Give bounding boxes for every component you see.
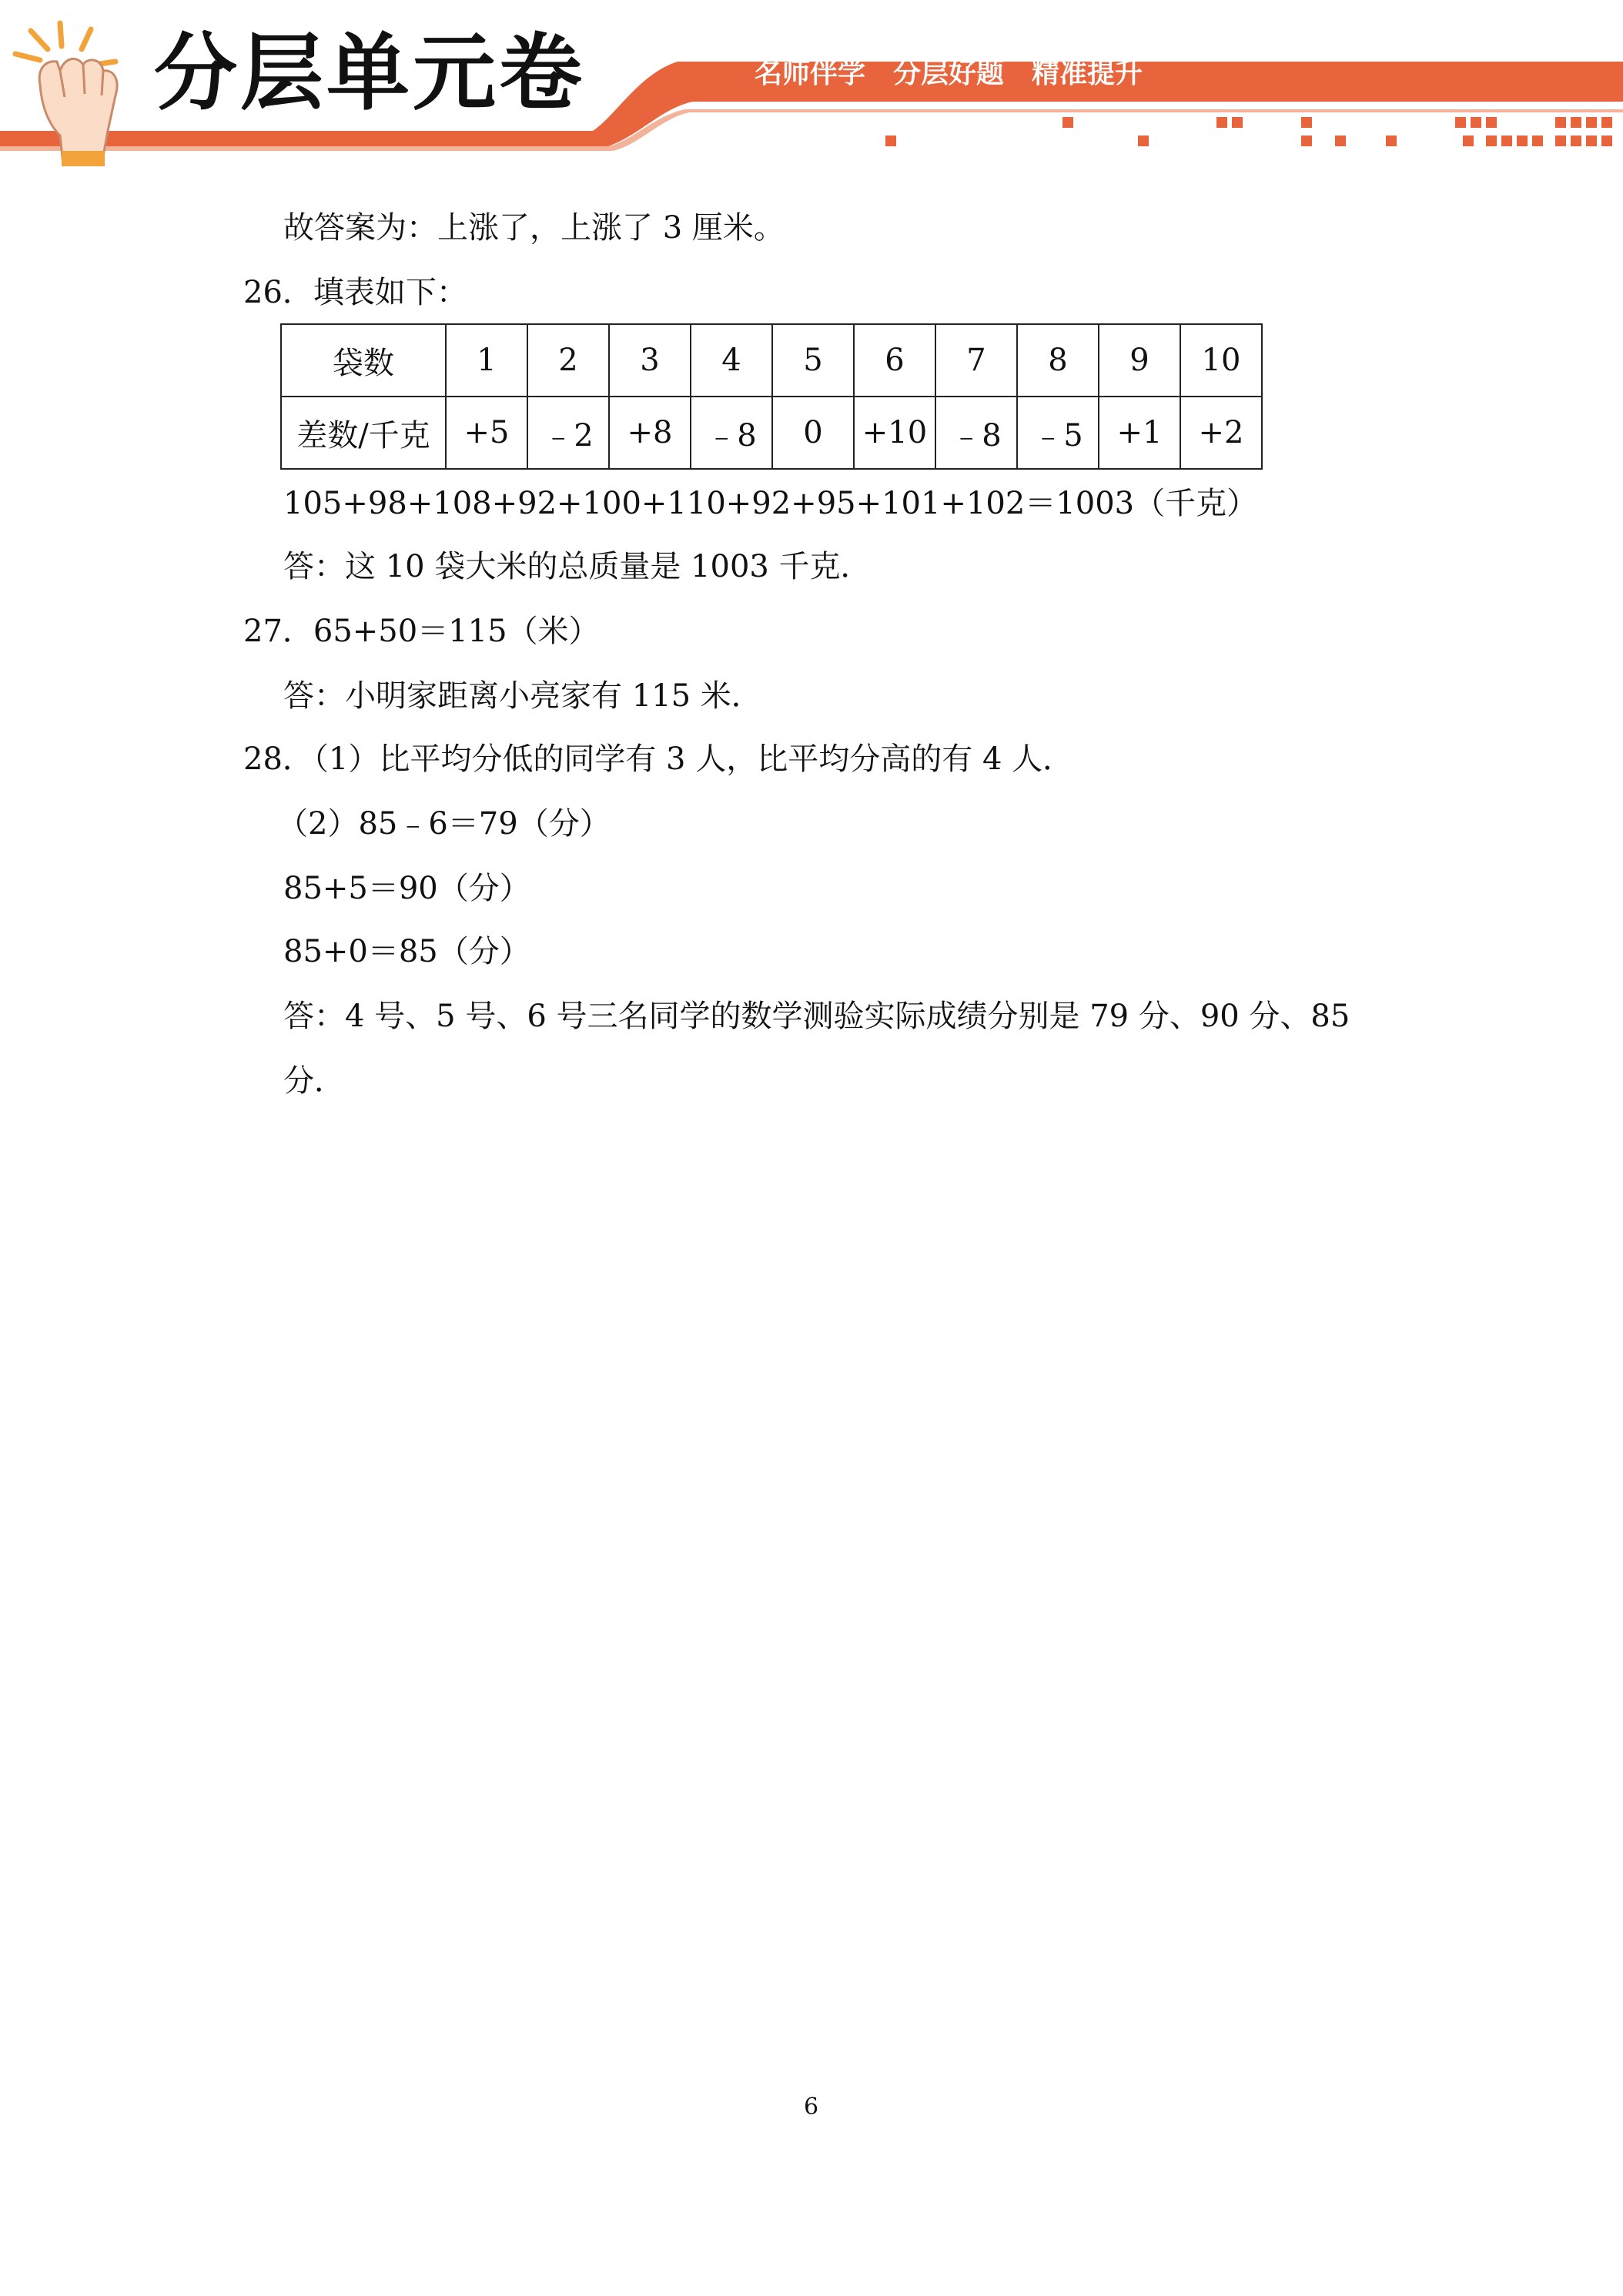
table-cell: ﹣2: [527, 397, 609, 469]
slogan-1: 名师伴学: [755, 58, 866, 89]
question-27-calculation: 27．65+50＝115（米）: [243, 614, 600, 649]
page-number: 6: [804, 2094, 819, 2120]
table-cell: 9: [1099, 324, 1180, 397]
table-cell: 3: [609, 324, 691, 397]
question-28-part-1: 28．（1）比平均分低的同学有 3 人，比平均分高的有 4 人．: [243, 741, 1074, 777]
table-cell: +10: [854, 397, 935, 469]
question-28-part-2: （2）85﹣6＝79（分）: [277, 806, 611, 842]
slogan-2: 分层好题: [893, 58, 1005, 89]
slogan-3: 精准提升: [1032, 58, 1143, 89]
table-cell: ﹣5: [1017, 397, 1099, 469]
table-header-cell: 袋数: [281, 324, 446, 397]
table-cell: ﹣8: [691, 397, 772, 469]
table-cell: 2: [527, 324, 609, 397]
table-cell: 4: [691, 324, 772, 397]
brand-title: 分层单元卷: [154, 25, 586, 122]
question-26-title: 26．填表如下：: [243, 275, 467, 310]
question-26-calculation: 105+98+108+92+100+110+92+95+101+102＝1003（千克）: [283, 486, 1258, 521]
table-cell: 5: [772, 324, 854, 397]
table-row: [281, 397, 1262, 469]
question-27-answer: 答：小明家距离小亮家有 115 米．: [283, 678, 762, 714]
table-cell: ﹣8: [935, 397, 1017, 469]
table-row: [281, 324, 1262, 397]
table-cell: +5: [446, 397, 527, 469]
question-28-calculation-3: 85+0＝85（分）: [283, 934, 530, 969]
question-28-calculation-2: 85+5＝90（分）: [283, 871, 530, 906]
question-28-answer-line-2: 分．: [283, 1063, 345, 1099]
table-cell: 8: [1017, 324, 1099, 397]
table-cell: 6: [854, 324, 935, 397]
table-cell: +8: [609, 397, 691, 469]
data-table: [280, 323, 1263, 470]
question-28-answer-line-1: 答：4 号、5 号、6 号三名同学的数学测验实际成绩分别是 79 分、90 分、85: [283, 999, 1350, 1034]
question-26-answer: 答：这 10 袋大米的总质量是 1003 千克．: [283, 549, 872, 584]
table-header-cell: 差数/千克: [281, 397, 446, 469]
page-header: [0, 0, 1623, 177]
table-cell: 1: [446, 324, 527, 397]
table-cell: 7: [935, 324, 1017, 397]
table-cell: +2: [1180, 397, 1262, 469]
table-cell: 0: [772, 397, 854, 469]
table-cell: 10: [1180, 324, 1262, 397]
table-cell: +1: [1099, 397, 1180, 469]
answer-line-q25: 故答案为：上涨了，上涨了 3 厘米。: [283, 210, 785, 246]
